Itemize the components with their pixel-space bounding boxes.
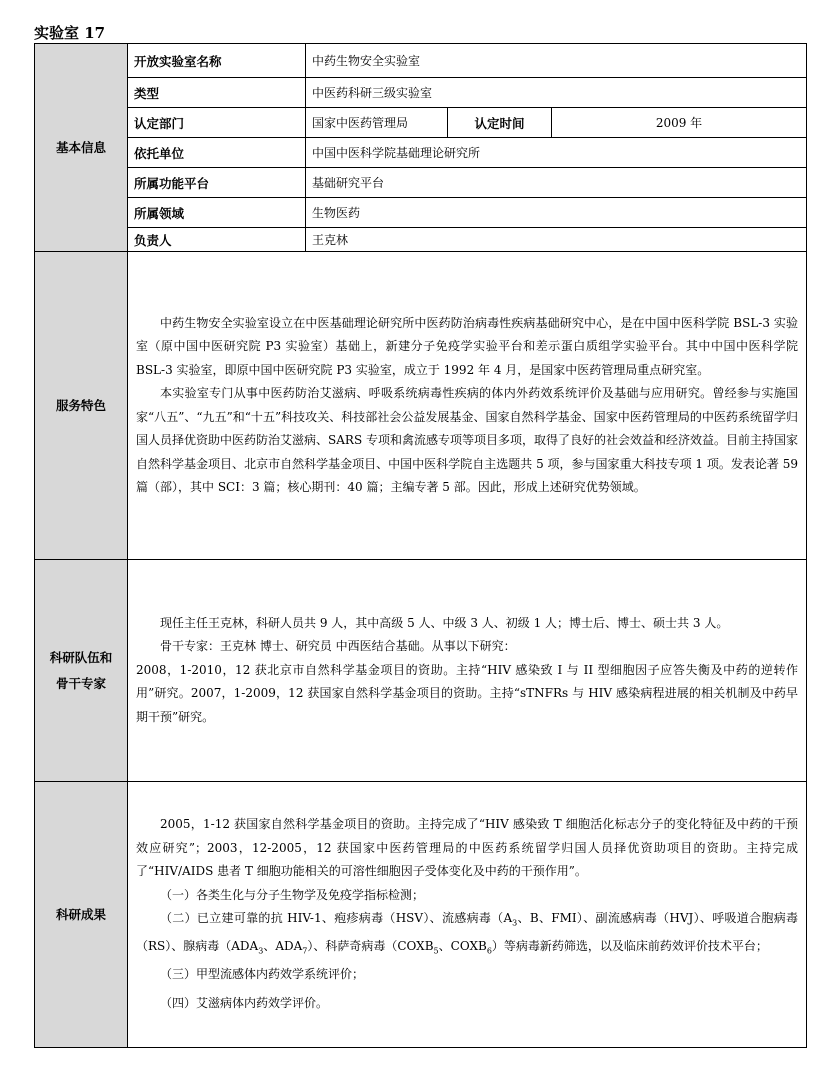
team-paragraph-3: 2008，1-2010，12 获北京市自然科学基金项目的资助。主持“HIV 感染致 I 与 II 型细胞因子应答失衡及中药的逆转作用”研究。2007，1-2009，12 获国家自然科学基金项目的资助。主持“sTNFRs 与 HIV 感染病程进展的相关机制及中药早期干预”研究。 <box>136 662 799 724</box>
field-label: 所属领域 <box>128 198 306 228</box>
dept-value: 国家中医药管理局 <box>306 108 448 138</box>
team-label-line-1: 科研队伍和 <box>49 649 113 665</box>
type-label: 类型 <box>128 78 306 108</box>
results-text <box>128 782 807 1048</box>
results-paragraph-1: 2005，1-12 获国家自然科学基金项目的资助。主持完成了“HIV 感染致 T 细胞活化标志分子的变化特征及中药的干预效应研究”；2003，12-2005，12 获国家中医药管理局的中医药系统留学归国人员择优资助项目的资助。主持完成了“HIV/AIDS 患者 T 细胞功能相关的可溶性细胞因子受体变化及中药的干预作用”。 <box>136 817 799 879</box>
section-service: 服务特色 <box>35 252 128 560</box>
head-value: 王克林 <box>306 228 807 252</box>
platform-value: 基础研究平台 <box>306 168 807 198</box>
team-paragraph-2: 骨干专家：王克林 博士、研究员 中西医结合基础。从事以下研究： <box>160 639 516 654</box>
results-item-1: （一）各类生化与分子生物学及免疫学指标检测； <box>160 887 425 902</box>
dept-label: 认定部门 <box>128 108 306 138</box>
team-text <box>128 560 807 782</box>
service-paragraph-1: 中药生物安全实验室设立在中医基础理论研究所中医药防治病毒性疾病基础研究中心，是在中国中医科学院 BSL-3 实验室（原中国中医研究院 P3 实验室）基础上，新建分子免疫学实验平台和差示蛋白质组学实验平台。其中中国中医科学院 BSL-3 实验室，即原中国中医研究院 P3 实验室，成立于 1992 年 4 月，是国家中医药管理局重点研究室。 <box>136 315 799 377</box>
page-title: 实验室 17 <box>34 24 106 42</box>
team-label-line-2: 骨干专家 <box>55 675 106 691</box>
section-results: 科研成果 <box>35 782 128 1048</box>
team-paragraph-1: 现任主任王克林，科研人员共 9 人，其中高级 5 人、中级 3 人、初级 1 人；博士后、博士、硕士共 3 人。 <box>160 615 729 630</box>
results-item-2: （二）已立建可靠的抗 HIV-1、疱疹病毒（HSV）、流感病毒（$A_3$、B、FMI）、副流感病毒（HVJ）、呼吸道合胞病毒（RS）、腺病毒（$ADA_3$、$ADA_7$）、科萨奇病毒（$COXB_5$、$COXB_6$）等病毒新药筛选，以及临床前药效评价技术平台； <box>136 911 799 956</box>
lab-name-value: 中药生物安全实验室 <box>306 44 807 78</box>
service-paragraph-2: 本实验室专门从事中医药防治艾滋病、呼吸系统病毒性疾病的体内外药效系统评价及基础与应用研究。曾经参与实施国家“八五”、“九五”和“十五”科技攻关、科技部社会公益发展基金、国家自然科学基金、国家中医药管理局的中医药系统留学归国人员择优资助中医药防治艾滋病、SARS 专项和禽流感专项等项目多项，取得了良好的社会效益和经济效益。目前主持国家自然科学基金项目、北京市自然科学基金项目、中国中医科学院自主选题共 5 项，参与国家重大科技专项 1 项。发表论著 59 篇（部），其中 SCI：3 篇；核心期刊：40 篇；主编专著 5 部。因此，形成上述研究优势领域。 <box>136 386 799 494</box>
type-value: 中医药科研三级实验室 <box>306 78 807 108</box>
head-label: 负责人 <box>128 228 306 252</box>
host-value: 中国中医科学院基础理论研究所 <box>306 138 807 168</box>
section-basic-info: 基本信息 <box>35 44 128 252</box>
platform-label: 所属功能平台 <box>128 168 306 198</box>
time-value: 2009 年 <box>552 108 807 138</box>
host-label: 依托单位 <box>128 138 306 168</box>
time-label: 认定时间 <box>448 108 552 138</box>
results-item-3: （三）甲型流感体内药效学系统评价； <box>160 966 365 981</box>
field-value: 生物医药 <box>306 198 807 228</box>
service-text <box>128 252 807 560</box>
results-item-4: （四）艾滋病体内药效学评价。 <box>160 996 329 1011</box>
lab-info-table <box>34 43 807 1048</box>
lab-name-label: 开放实验室名称 <box>128 44 306 78</box>
section-team <box>35 560 128 782</box>
